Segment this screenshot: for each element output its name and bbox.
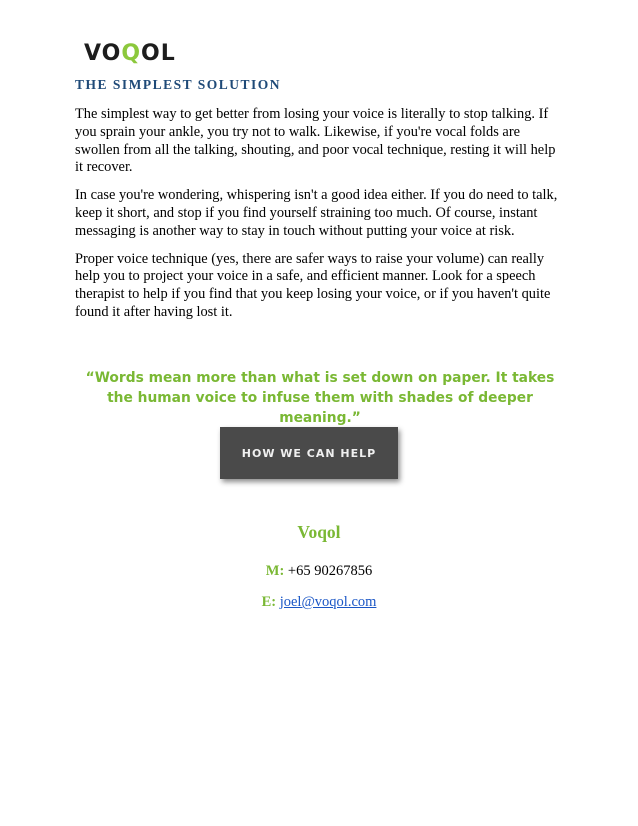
logo-text-q: Q	[121, 40, 142, 66]
pull-quote: “Words mean more than what is set down on paper. It takes the human voice to infuse them with shades of deeper meaning.”	[85, 370, 555, 426]
logo-text-vo: VO	[84, 40, 122, 66]
section-heading: THE SIMPLEST SOLUTION	[75, 77, 282, 92]
article-body	[75, 106, 565, 332]
email-line	[0, 594, 638, 611]
company-name: Voqol	[297, 522, 341, 542]
paragraph-1: The simplest way to get better from losing your voice is literally to stop talking. If you sprain your ankle, you try not to walk. Likewise, if you're vocal folds are swollen from all the talking, shouting, and poor vocal technique, resting it will help it recover.	[75, 106, 556, 176]
voqol-logo	[84, 40, 176, 66]
how-we-can-help-button[interactable]	[220, 427, 398, 479]
how-we-can-help-label: HOW WE CAN HELP	[241, 446, 377, 460]
logo-text-ol: OL	[141, 40, 176, 66]
phone-number: +65 90267856	[287, 563, 373, 579]
phone-label: M:	[265, 563, 285, 579]
phone-line	[0, 563, 638, 580]
email-label: E:	[261, 594, 277, 610]
paragraph-2: In case you're wondering, whispering isn't a good idea either. If you do need to talk, keep it short, and stop if you find yourself straining too much. Of course, instant messaging is another way to stay in touch without putting your voice at risk.	[75, 187, 558, 239]
email-link[interactable]: joel@voqol.com	[279, 594, 377, 610]
paragraph-3: Proper voice technique (yes, there are safer ways to raise your volume) can really help you to project your voice in a safe, and efficient manner. Look for a speech therapist to help if you find that you keep losing your voice, or if you haven't quite found it after having lost it.	[75, 250, 551, 320]
